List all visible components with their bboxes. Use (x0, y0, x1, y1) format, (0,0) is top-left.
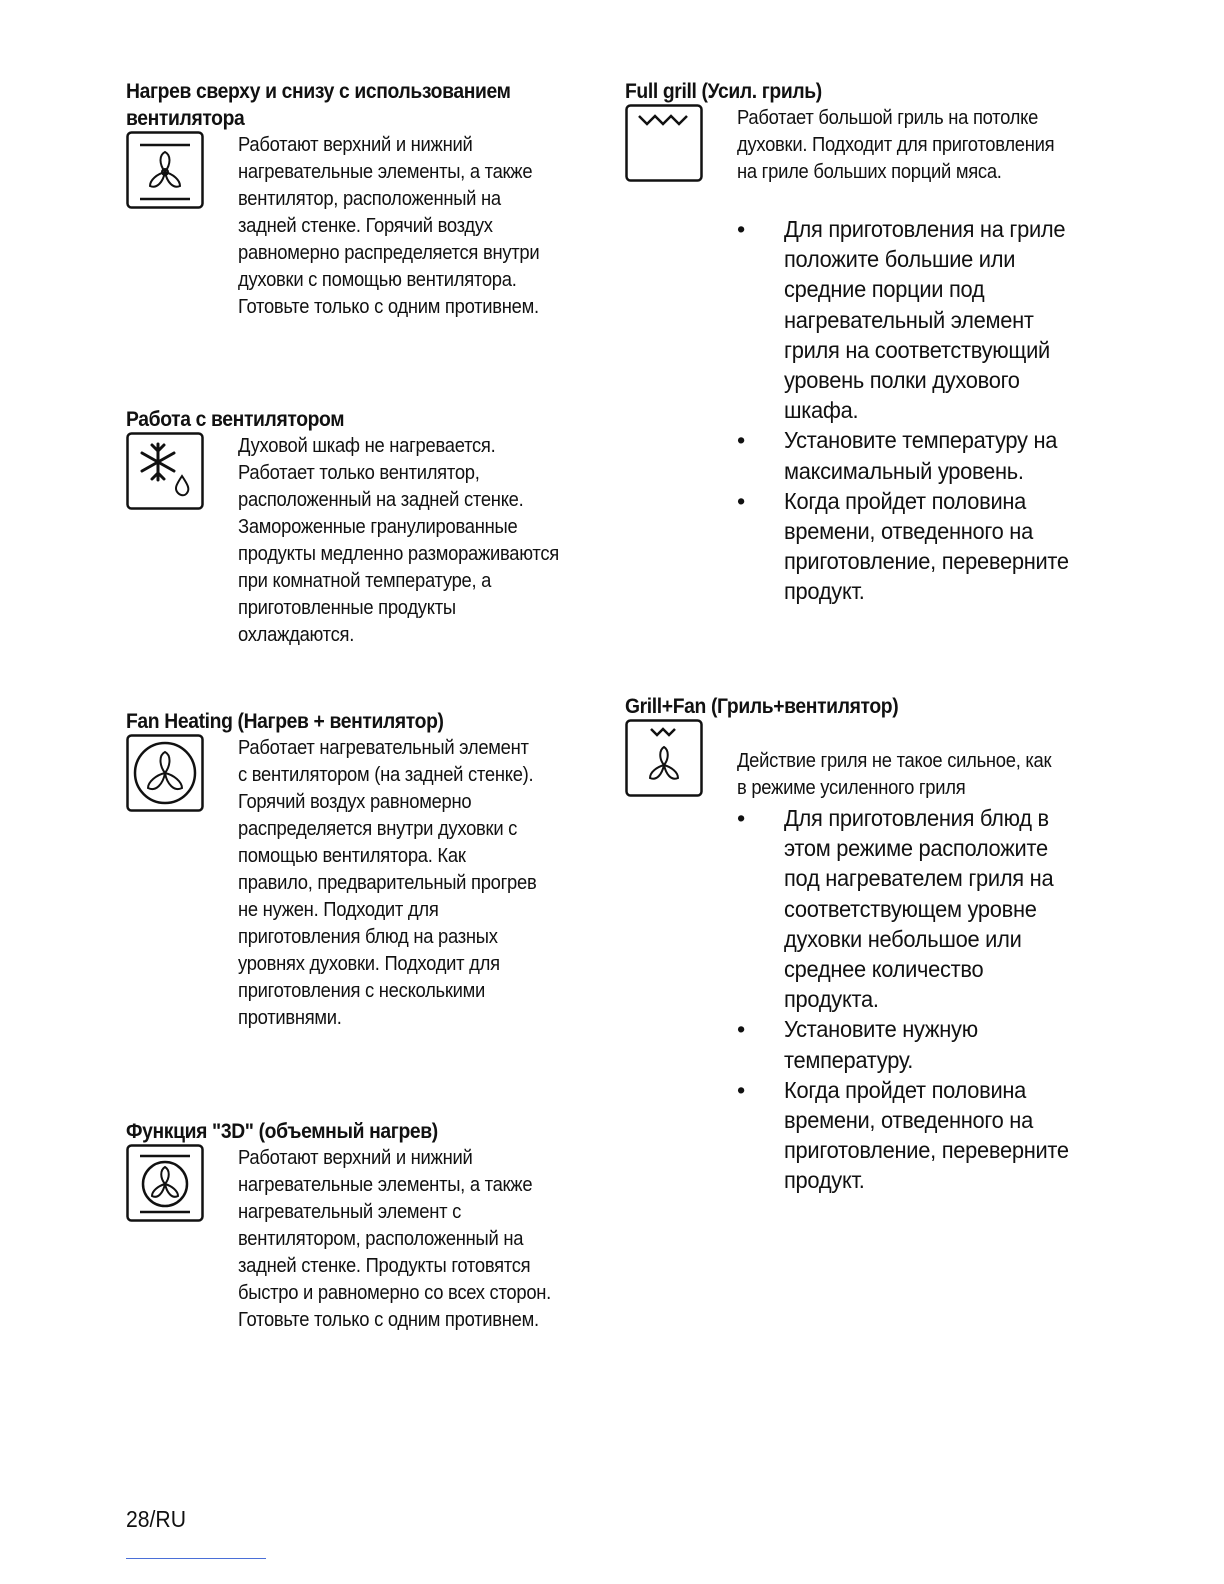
list-item-text: Установите температуру на максимальный уровень. (784, 427, 1058, 484)
bullet-marker: • (737, 1016, 745, 1043)
list-item-text: Когда пройдет половина времени, отведенного на приготовление, переверните продукт. (784, 487, 1069, 605)
fan-top-bottom-description: Работают верхний и нижний нагревательные элементы, а также вентилятор, расположенный на задней стенке. Горячий воздух равномерно распределяется внутри духовки с помощью вентилятора. Готовьте только с одним противнем. (238, 134, 540, 318)
list-item (737, 1075, 1084, 1196)
section-title-full-grill: Full grill (Усил. гриль) (625, 80, 822, 103)
bullet-marker: • (737, 216, 745, 242)
list-item-text: Для приготовления на гриле положите большие или средние порции под нагревательный элемент гриля на соответствующий уровень полки духового шкафа. (784, 216, 1066, 424)
bullet-marker: • (737, 427, 745, 454)
list-item (737, 486, 1084, 607)
list-item (737, 425, 1084, 485)
bullet-marker: • (737, 805, 745, 831)
list-item-text: Когда пройдет половина времени, отведенного на приготовление, переверните продукт. (784, 1076, 1069, 1194)
3d-description: Работают верхний и нижний нагревательные элементы, а также нагревательный элемент с вентилятором, расположенный на задней стенке. Продукты готовятся быстро и равномерно со всех сторон. Готовьте только с одним противнем. (238, 1147, 552, 1331)
section-title-3d: Функция "3D" (объемный нагрев) (126, 1120, 438, 1143)
fan-heating-icon (126, 734, 204, 812)
3d-heating-icon (126, 1144, 204, 1222)
section-title-grill-fan: Grill+Fan (Гриль+вентилятор) (625, 695, 899, 718)
list-item (737, 1014, 1084, 1074)
full-grill-icon (625, 104, 703, 182)
fan-heating-description: Работает нагревательный элемент с вентилятором (на задней стенке). Горячий воздух равномерно распределяется внутри духовки с помощью вентилятора. Как правило, предварительный прогрев не нужен. Подходит для приготовления блюд на разных уровнях духовки. Подходит для приготовления с несколькими противнями. (238, 737, 537, 1029)
list-item-text: Установите нужную температуру. (784, 1016, 978, 1073)
section-title-fan-only: Работа с вентилятором (126, 408, 345, 431)
footer-rule (126, 1558, 266, 1559)
defrost-fan-icon (126, 432, 204, 510)
grill-fan-description: Действие гриля не такое сильное, как в режиме усиленного гриля (737, 750, 1052, 799)
grill-fan-bullet-list (737, 803, 1084, 1196)
list-item-text: Для приготовления блюд в этом режиме расположите под нагревателем гриля на соответствующем уровне духовки небольшое или среднее количество продукта. (784, 805, 1054, 1013)
section-title-fan-heating: Fan Heating (Нагрев + вентилятор) (126, 710, 444, 733)
fan-top-bottom-heat-icon (126, 131, 204, 209)
page-number: 28/RU (126, 1506, 186, 1532)
section-title-fan-top-bottom: Нагрев сверху и снизу с использованием вентилятора (126, 80, 511, 130)
grill-fan-icon (625, 719, 703, 797)
list-item (737, 214, 1084, 425)
bullet-marker: • (737, 487, 745, 514)
list-item (737, 803, 1084, 1014)
full-grill-description: Работает большой гриль на потолке духовки. Подходит для приготовления на гриле больших порций мяса. (737, 107, 1055, 183)
full-grill-bullet-list (737, 214, 1084, 607)
bullet-marker: • (737, 1076, 745, 1103)
fan-only-description: Духовой шкаф не нагревается. Работает только вентилятор, расположенный на задней стенке. Замороженные гранулированные продукты медленно размораживаются при комнатной температуре, а приготовленные продукты охлаждаются. (238, 435, 559, 646)
